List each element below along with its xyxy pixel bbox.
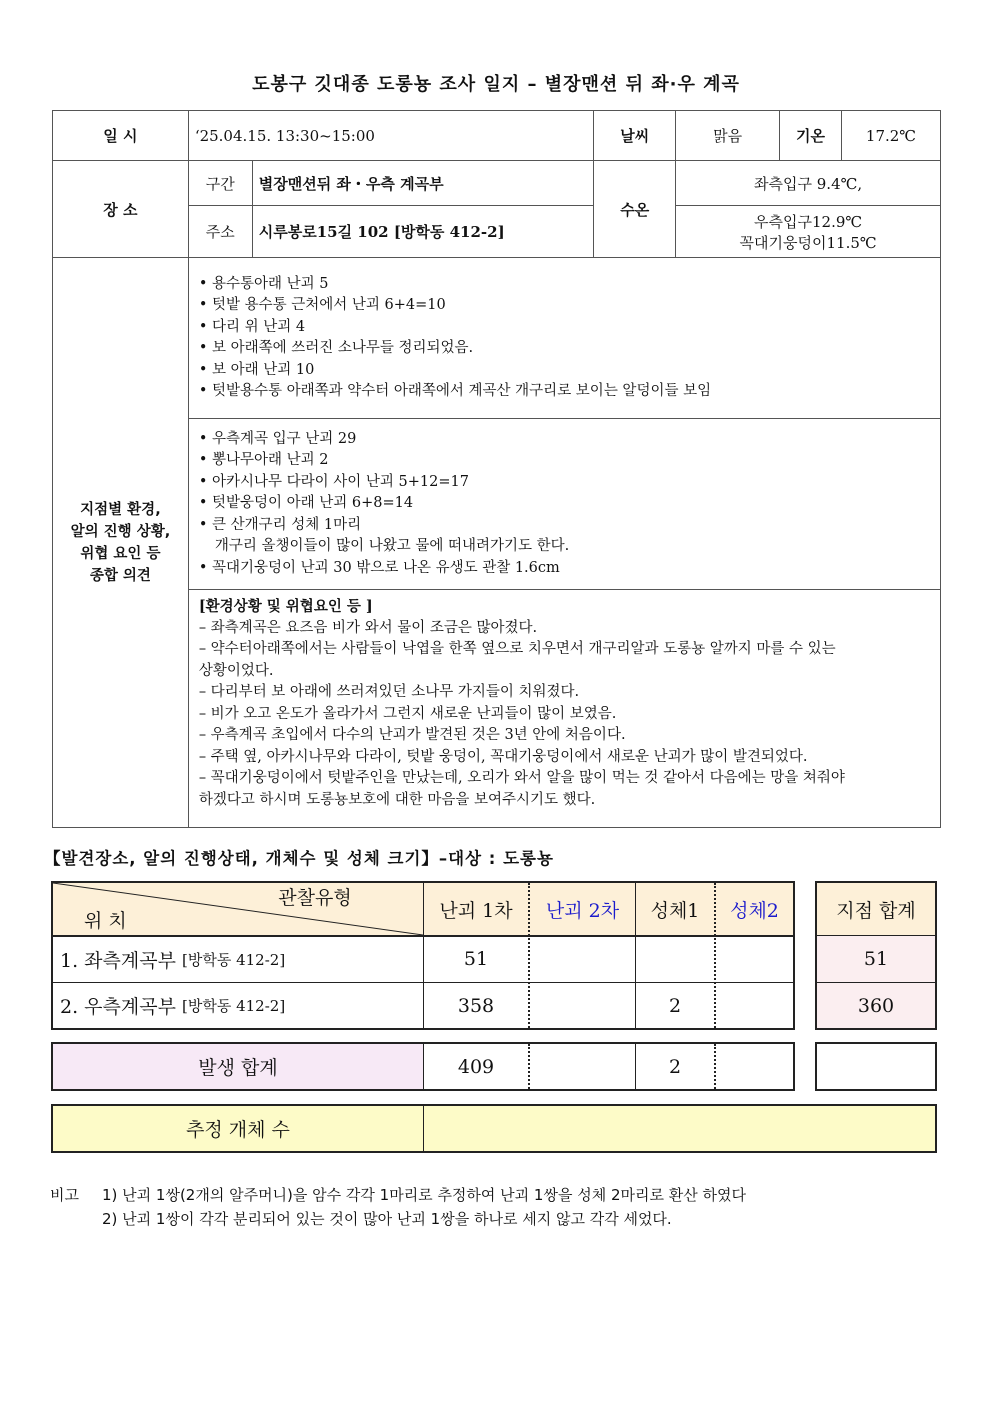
remarks-spacer bbox=[50, 1207, 102, 1231]
row-location-name: 1. 좌측계곡부 bbox=[60, 949, 176, 972]
water-temp-left: 좌측입구 9.4℃, bbox=[676, 161, 941, 206]
row-location-address: [방학동 412-2] bbox=[182, 950, 286, 969]
survey-log-table bbox=[52, 110, 941, 828]
row-adult1 bbox=[636, 936, 714, 982]
environment-heading: [환경상황 및 위협요인 등 ] bbox=[198, 598, 373, 615]
env-note: 상황이었다. bbox=[198, 662, 274, 679]
temp-value: 17.2℃ bbox=[842, 111, 941, 161]
row-adult2 bbox=[716, 983, 793, 1028]
col-egg2: 난괴 2차 bbox=[545, 900, 620, 922]
remarks-label: 비고 bbox=[50, 1186, 79, 1204]
note-item: • 텃밭용수통 아래쪽과 약수터 아래쪽에서 계곡산 개구리로 보이는 알덩이들 보임 bbox=[199, 381, 930, 403]
opinion-label bbox=[53, 258, 189, 828]
col-adult1: 성체1 bbox=[650, 900, 700, 922]
environment-notes bbox=[188, 590, 940, 828]
temp-label: 기온 bbox=[780, 111, 842, 161]
opinion-label-line: 위협 요인 등 bbox=[80, 545, 161, 562]
col-divider bbox=[714, 1044, 716, 1089]
site-total-row: 51 bbox=[817, 936, 935, 982]
opinion-label-line: 지점별 환경, bbox=[80, 501, 161, 518]
note-item: • 우측계곡 입구 난괴 29 bbox=[199, 429, 930, 451]
site-total-header: 지점 합계 bbox=[817, 883, 935, 935]
left-valley-notes bbox=[188, 258, 940, 419]
summary-heading: 【발견장소, 알의 진행상태, 개체수 및 성체 크기】–대상 : 도롱뇽 bbox=[44, 849, 554, 868]
estimate-label: 추정 개체 수 bbox=[186, 1119, 290, 1141]
row-location bbox=[60, 936, 420, 982]
water-temp-right-entrance: 우측입구12.9℃ bbox=[754, 212, 863, 231]
note-item: • 텃밭웅덩이 아래 난괴 6+8=14 bbox=[199, 493, 930, 515]
env-note: – 꼭대기웅덩이에서 텃밭주인을 만났는데, 오리가 와서 알을 많이 먹는 것 같아서 다음에는 망을 쳐줘야 bbox=[198, 770, 845, 786]
row-adult2 bbox=[716, 936, 793, 982]
col-adult2: 성체2 bbox=[730, 900, 779, 922]
section-value: 별장맨션뒤 좌・우측 계곡부 bbox=[252, 161, 594, 206]
place-label: 장 소 bbox=[53, 161, 189, 258]
note-item: • 큰 산개구리 성체 1마리 bbox=[199, 515, 930, 537]
date-value: ‘25.04.15. 13:30~15:00 bbox=[188, 111, 594, 161]
weather-value: 맑음 bbox=[676, 111, 780, 161]
water-temp-right bbox=[676, 206, 941, 258]
env-note: – 좌측계곡은 요즈음 비가 와서 물이 조금은 많아졌다. bbox=[198, 619, 538, 636]
address-value: 시루봉로15길 102 [방학동 412-2] bbox=[252, 206, 594, 258]
row-location-address: [방학동 412-2] bbox=[182, 997, 286, 1015]
remarks-line: 1) 난괴 1쌍(2개의 알주머니)을 암수 각각 1마리로 추정하여 난괴 1쌍을 성체 2마리로 환산 하였다 bbox=[102, 1186, 746, 1204]
note-item: • 꼭대기웅덩이 난괴 30 밖으로 나온 유생도 관찰 1.6cm bbox=[199, 558, 930, 580]
note-item: 개구리 올챙이들이 많이 나왔고 물에 떠내려가기도 한다. bbox=[214, 538, 570, 555]
row-adult1: 2 bbox=[668, 994, 682, 1017]
env-note: – 우측계곡 초입에서 다수의 난괴가 발견된 것은 3년 안에 처음이다. bbox=[198, 727, 626, 743]
occurrence-site-total bbox=[815, 1042, 937, 1091]
remarks bbox=[50, 1183, 746, 1231]
env-note: – 비가 오고 온도가 올라가서 그런지 새로운 난괴들이 많이 보였음. bbox=[198, 705, 617, 722]
water-temp-top-pool: 꼭대기웅덩이11.5℃ bbox=[739, 233, 877, 252]
address-label: 주소 bbox=[188, 206, 252, 258]
env-note: 하겠다고 하시며 도롱뇽보호에 대한 마음을 보여주시기도 했다. bbox=[198, 791, 596, 808]
corner-label-type: 관찰유형 bbox=[278, 886, 352, 909]
env-note: – 주택 옆, 아카시나무와 다라이, 텃밭 웅덩이, 꼭대기웅덩이에서 새로운 난괴가 많이 발견되었다. bbox=[198, 748, 808, 765]
section-label: 구간 bbox=[188, 161, 252, 206]
site-total-row: 360 bbox=[817, 983, 935, 1028]
water-temp-label: 수온 bbox=[594, 161, 676, 258]
date-label: 일 시 bbox=[53, 111, 189, 161]
occurrence-adult1: 2 bbox=[668, 1055, 682, 1078]
opinion-label-line: 종합 의견 bbox=[89, 567, 151, 584]
estimate-value bbox=[424, 1106, 935, 1151]
right-valley-notes bbox=[188, 419, 940, 590]
row-egg2 bbox=[530, 983, 635, 1028]
remarks-line: 2) 난괴 1쌍이 각각 분리되어 있는 것이 많아 난괴 1쌍을 하나로 세지 않고 각각 세었다. bbox=[102, 1210, 672, 1228]
row-egg1: 358 bbox=[457, 994, 495, 1017]
opinion-label-line: 알의 진행 상황, bbox=[70, 523, 171, 540]
page-title: 도봉구 깃대종 도롱뇽 조사 일지 – 별장맨션 뒤 좌·우 계곡 bbox=[252, 74, 740, 95]
note-item: • 보 아래쪽에 쓰러진 소나무들 정리되었음. bbox=[199, 338, 930, 360]
occurrence-egg1: 409 bbox=[457, 1055, 495, 1078]
row-egg1: 51 bbox=[463, 948, 489, 970]
note-item: • 아카시나무 다라이 사이 난괴 5+12=17 bbox=[199, 472, 930, 494]
col-egg1: 난괴 1차 bbox=[439, 900, 513, 922]
corner-label-location: 위 치 bbox=[84, 909, 127, 932]
note-item: • 텃밭 용수통 근처에서 난괴 6+4=10 bbox=[199, 295, 930, 317]
occurrence-total-label: 발생 합계 bbox=[53, 1044, 423, 1089]
note-item: • 뽕나무아래 난괴 2 bbox=[199, 450, 930, 472]
row-location bbox=[60, 983, 420, 1028]
env-note: – 약수터아래쪽에서는 사람들이 낙엽을 한쪽 옆으로 치우면서 개구리알과 도롱뇽 알까지 마를 수 있는 bbox=[198, 641, 836, 657]
weather-label: 날씨 bbox=[594, 111, 676, 161]
note-item: • 보 아래 난괴 10 bbox=[199, 360, 930, 382]
row-location-name: 2. 우측계곡부 bbox=[60, 996, 176, 1018]
note-item: • 용수통아래 난괴 5 bbox=[199, 274, 930, 296]
note-item: • 다리 위 난괴 4 bbox=[199, 317, 930, 339]
col-divider bbox=[528, 1044, 530, 1089]
env-note: – 다리부터 보 아래에 쓰러져있던 소나무 가지들이 치워졌다. bbox=[198, 684, 580, 700]
row-egg2 bbox=[530, 936, 635, 982]
